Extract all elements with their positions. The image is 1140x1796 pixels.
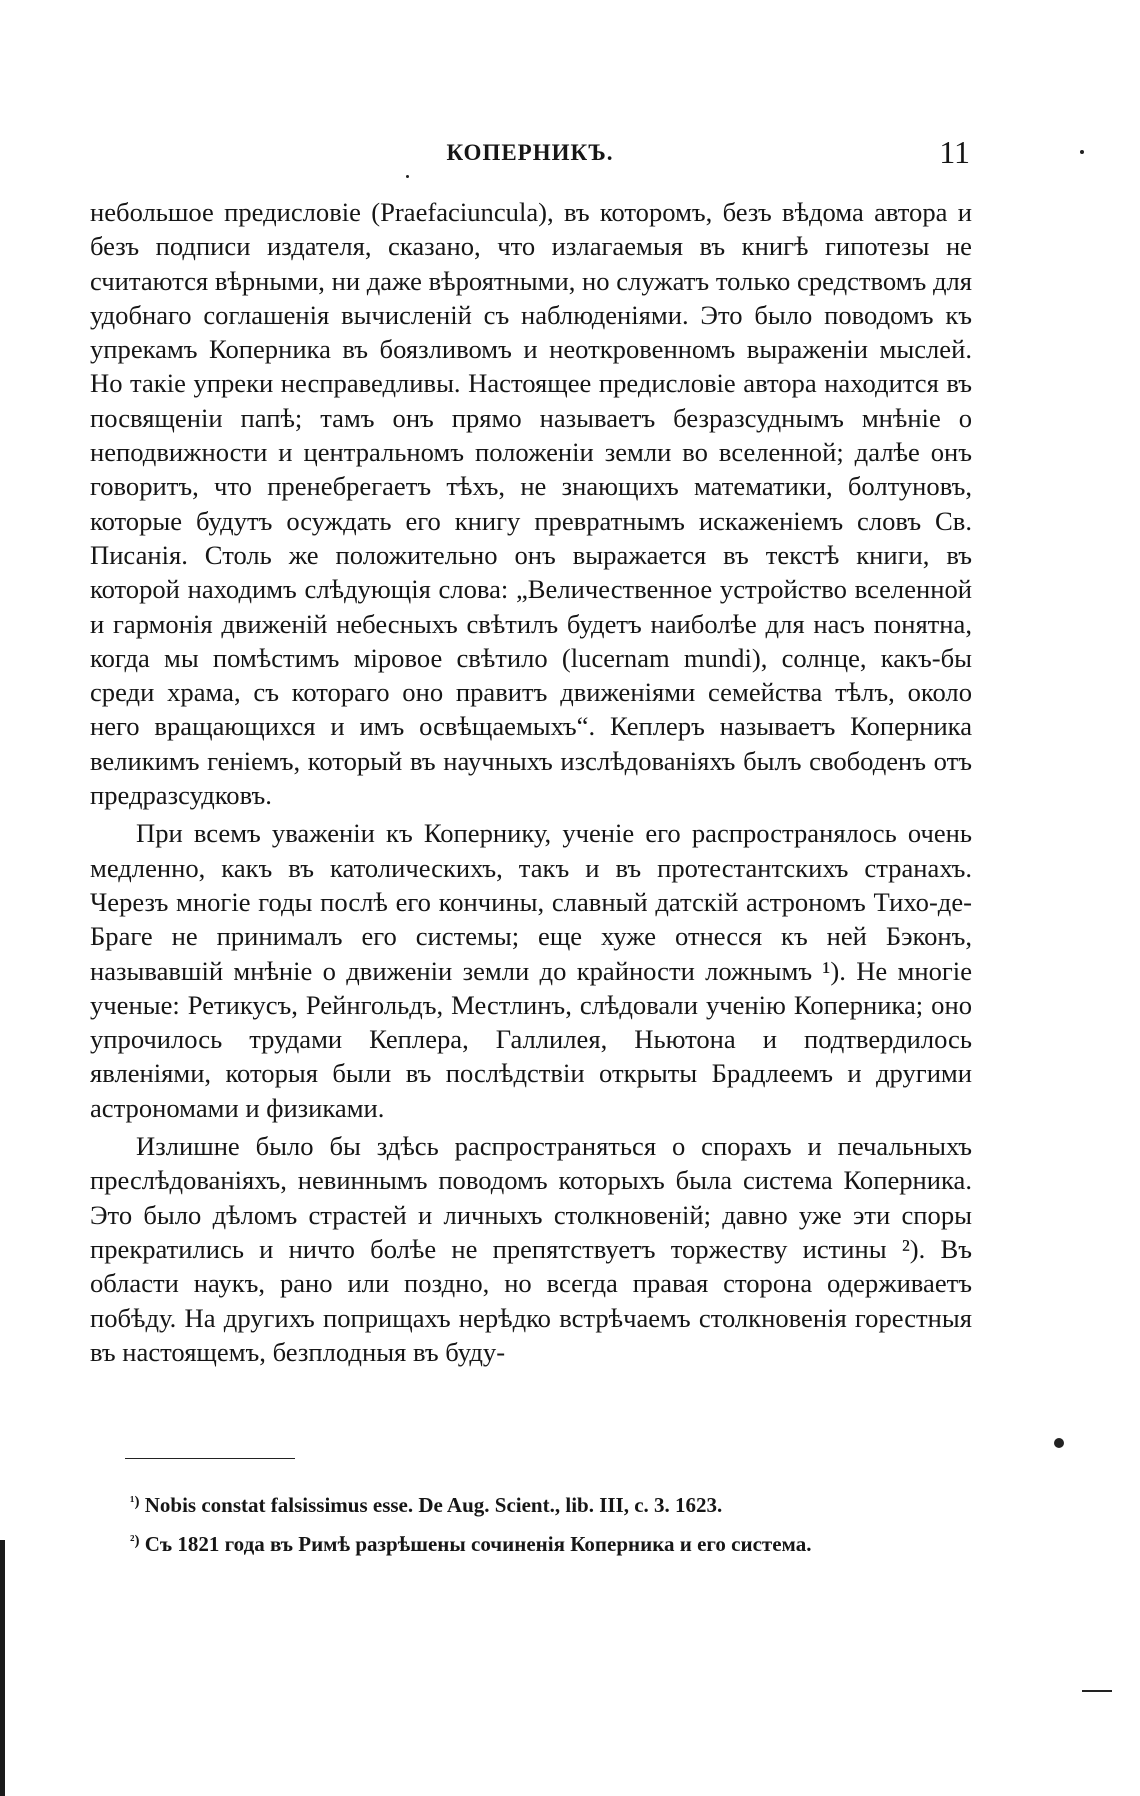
footnote-text: Съ 1821 года въ Римѣ разрѣшены сочиненія Коперника и его система. xyxy=(144,1532,812,1556)
scan-speck xyxy=(1054,1438,1064,1448)
page-number: 11 xyxy=(939,134,970,170)
body-text xyxy=(90,195,972,1369)
running-title: КОПЕРНИКЪ. xyxy=(446,140,614,165)
paragraph: небольшое предисловіе (Praefaciuncula), въ которомъ, безъ вѣдома автора и безъ подписи издателя, сказано, что излагаемыя въ книгѣ гипотезы не считаются вѣрными, ни даже вѣроятными, но служатъ только средствомъ для удобнаго соглашенія вычисленій съ наблюденіями. Это было поводомъ къ упрекамъ Коперника въ боязливомъ и неоткровенномъ выраженіи мыслей. Но такіе упреки несправедливы. Настоящее предисловіе автора находится въ посвященіи папѣ; тамъ онъ прямо называетъ безразсуднымъ мнѣніе о неподвижности и центральномъ положеніи земли во вселенной; далѣе онъ говоритъ, что пренебрегаетъ тѣхъ, не знающихъ математики, болтуновъ, которые будутъ осуждать его книгу превратнымъ искаженіемъ словъ Св. Писанія. Столь же положительно онъ выражается въ текстѣ книги, въ которой находимъ слѣдующія слова: „Величественное устройство вселенной и гармонія движеній небесныхъ свѣтилъ будетъ наиболѣе для насъ понятна, когда мы помѣстимъ міровое свѣтило (lucernam mundi), солнце, какъ-бы среди храма, съ котораго оно правитъ движеніями семейства тѣлъ, около него вращающихся и имъ освѣщаемыхъ“. Кеплеръ называетъ Коперника великимъ геніемъ, который въ научныхъ изслѣдованіяхъ былъ свободенъ отъ предразсудковъ. xyxy=(90,197,972,811)
paragraph: При всемъ уваженіи къ Копернику, ученіе его распространялось очень медленно, какъ въ католическихъ, такъ и въ протестантскихъ странахъ. Черезъ многіе годы послѣ его кончины, славный датскій астрономъ Тихо-де-Браге не принималъ его системы; еще хуже отнесся къ ней Бэконъ, называвшій мнѣніе о движеніи земли до крайности ложнымъ ¹). Не многіе ученые: Ретикусъ, Рейнгольдъ, Местлинъ, слѣдовали ученію Коперника; оно упрочилось трудами Кеплера, Галлилея, Ньютона и подтвердилось явленіями, которыя были въ послѣдствіи открыты Брадлеемъ и другими астрономами и физиками. xyxy=(90,818,972,1123)
scan-speck xyxy=(1080,150,1084,154)
paragraph: Излишне было бы здѣсь распространяться о спорахъ и печальныхъ преслѣдованіяхъ, невиннымъ поводомъ которыхъ была система Коперника. Это было дѣломъ страстей и личныхъ столкновеній; давно уже эти споры прекратились и ничто болѣе не препятствуетъ торжеству истины ²). Въ области наукъ, рано или поздно, но всегда правая сторона одерживаетъ побѣду. На другихъ поприщахъ нерѣдко встрѣчаемъ столкновенія горестныя въ настоящемъ, безплодныя въ буду- xyxy=(90,1131,972,1367)
footnote-separator xyxy=(125,1458,295,1459)
footnote-mark: ²) xyxy=(130,1533,140,1549)
footnotes xyxy=(130,1484,960,1562)
footnote-text: Nobis constat falsissimus esse. De Aug. Scient., lib. III, c. 3. 1623. xyxy=(144,1493,723,1517)
running-head xyxy=(90,134,970,174)
scan-speck xyxy=(1082,1690,1112,1692)
footnote xyxy=(130,1484,960,1523)
footnote xyxy=(130,1523,960,1562)
scan-speck xyxy=(406,175,409,178)
scan-spine-shadow xyxy=(0,1540,5,1796)
footnote-mark: ¹) xyxy=(130,1494,140,1510)
